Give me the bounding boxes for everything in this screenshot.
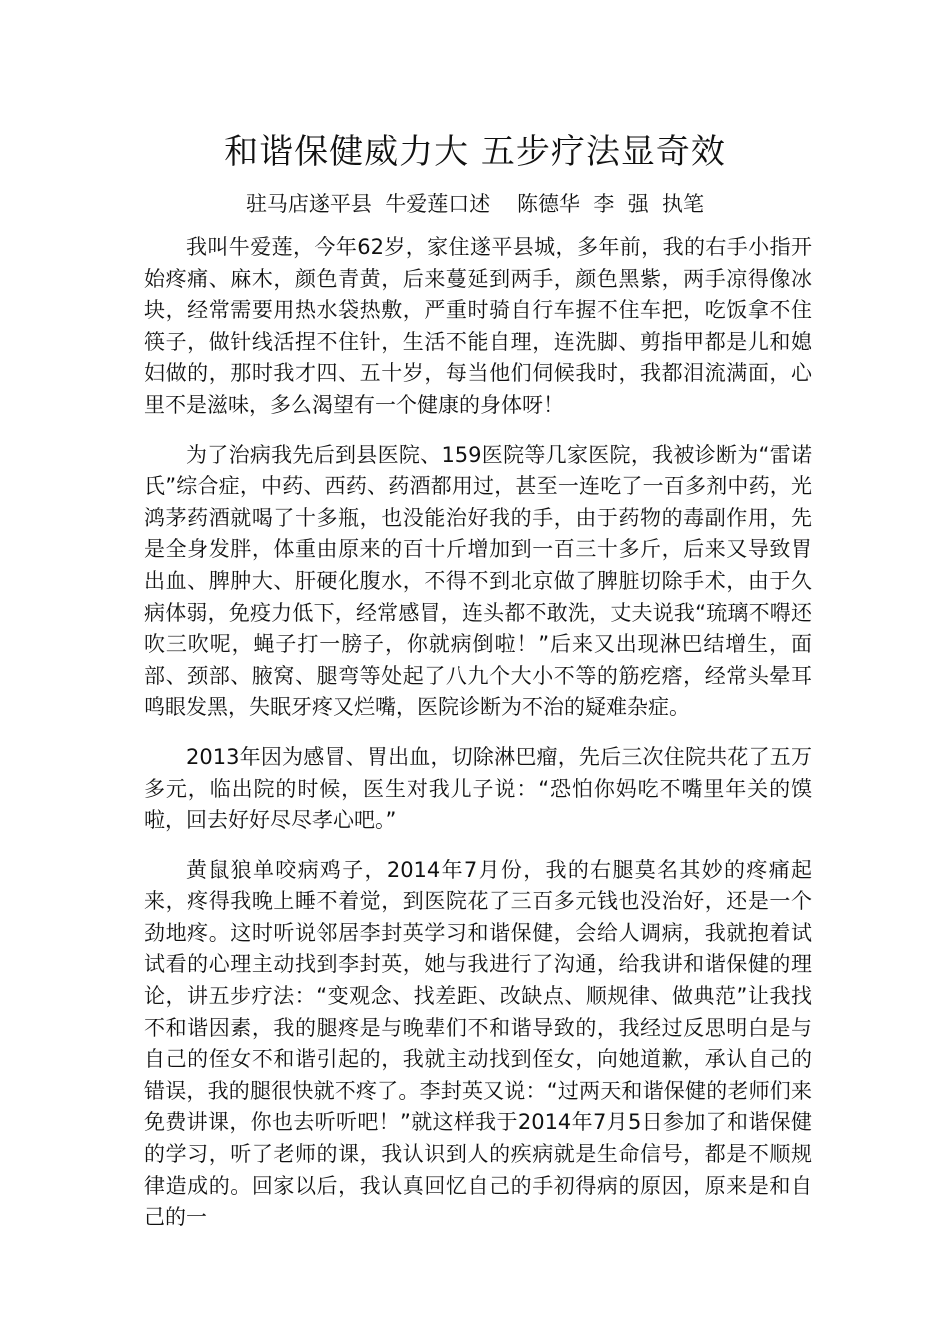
document-title: 和谐保健威力大 五步疗法显奇效 — [224, 132, 726, 172]
paragraph: 黄鼠狼单咬病鸡子，2014年7月份，我的右腿莫名其妙的疼痛起来，疼得我晚上睡不着觉，到医院花了三百多元钱也没治好，还是一个劲地疼。这时听说邻居李封英学习和谐保健，会给人调病，我就抱着试试看的心理主动找到李封英，她与我进行了沟通，给我讲和谐保健的理论，讲五步疗法：“变观念、找差距、改缺点、顺规律、做典范”让我找不和谐因素，我的腿疼是与晚辈们不和谐导致的，我经过反思明白是与自己的侄女不和谐引起的，我就主动找到侄女，向她道歉，承认自己的错误，我的腿很快就不疼了。李封英又说：“过两天和谐保健的老师们来免费讲课，你也去听听吧！”就这样我于2014年7月5日参加了和谐保健的学习，听了老师的课，我认识到人的疾病就是生命信号，都是不顺规律造成的。回家以后，我认真回忆自己的手初得病的原因，原来是和自己的一 — [144, 857, 812, 1230]
document-byline: 驻马店遂平县 牛爱莲口述 陈德华 李 强 执笔 — [245, 192, 705, 216]
paragraph: 2013年因为感冒、胃出血，切除淋巴瘤，先后三次住院共花了五万多元，临出院的时候，医生对我儿子说：“恐怕你妈吃不嘴里年关的馍啦，回去好好尽尽孝心吧。” — [144, 744, 812, 833]
paragraph: 为了治病我先后到县医院、159医院等几家医院，我被诊断为“雷诺氏”综合症，中药、西药、药酒都用过，甚至一连吃了一百多剂中药，光鸿茅药酒就喝了十多瓶，也没能治好我的手，由于药物的毒副作用，先是全身发胖，体重由原来的百十斤增加到一百三十多斤，后来又导致胃出血、脾肿大、肝硬化腹水，不得不到北京做了脾脏切除手术，由于久病体弱，免疫力低下，经常感冒，连头都不敢洗，丈夫说我“琉璃不嘚还吹三吹呢，蝇子打一膀子，你就病倒啦！”后来又出现淋巴结增生，面部、颈部、腋窝、腿弯等处起了八九个大小不等的筋疙瘩，经常头晕耳鸣眼发黑，失眠牙疼又烂嘴，医院诊断为不治的疑难杂症。 — [144, 442, 812, 720]
paragraph: 我叫牛爱莲，今年62岁，家住遂平县城，多年前，我的右手小指开始疼痛、麻木，颜色青黄，后来蔓延到两手，颜色黑紫，两手凉得像冰块，经常需要用热水袋热敷，严重时骑自行车握不住车把，吃饭拿不住筷子，做针线活捏不住针，生活不能自理，连洗脚、剪指甲都是儿和媳妇做的，那时我才四、五十岁，每当他们伺候我时，我都泪流满面，心里不是滋味，多么渴望有一个健康的身体呀！ — [144, 235, 812, 417]
document-body — [144, 232, 812, 1252]
